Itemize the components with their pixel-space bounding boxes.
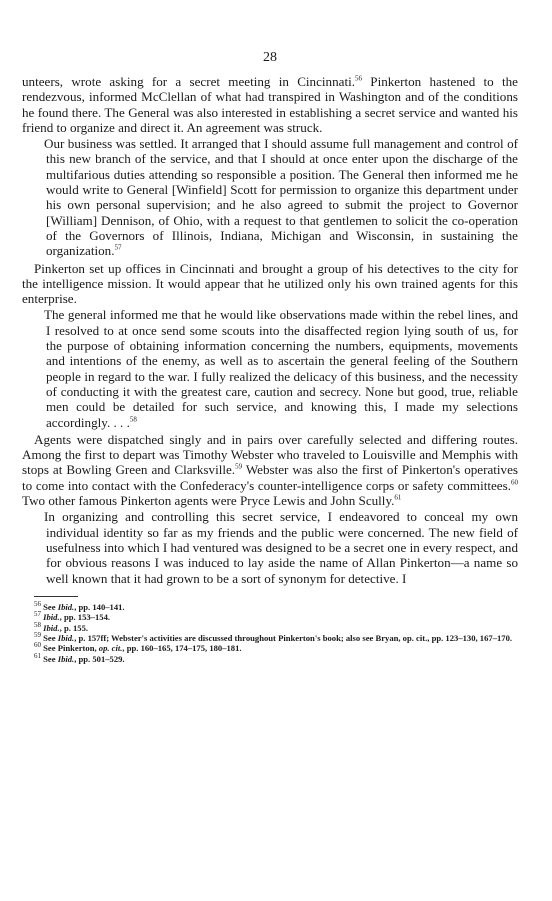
footnote-italic: op. cit. xyxy=(98,643,123,654)
footnote-italic: Ibid. xyxy=(57,633,75,644)
paragraph-text: Pinkerton set up offices in Cincinnati and brought a group of his detectives to the city for the intelligence mission. It would appear that he utilized only his own trained agents for this enterprise. xyxy=(22,260,518,307)
footnote-pre: See xyxy=(43,601,58,612)
footnote xyxy=(22,612,518,622)
block-quote-1 xyxy=(22,136,518,258)
footnote-post: , pp. 160–165, 174–175, 180–181. xyxy=(122,643,242,654)
block-quote-3 xyxy=(22,509,518,585)
document-page xyxy=(22,0,518,664)
footnote xyxy=(22,643,518,653)
footnote-number: 61 xyxy=(34,651,41,660)
footnote-number: 57 xyxy=(34,610,41,619)
footnote-post: , pp. 501–529. xyxy=(74,653,125,664)
footnote-italic: Ibid. xyxy=(57,601,75,612)
body-paragraph-2 xyxy=(22,261,518,307)
footnote-italic: Ibid. xyxy=(57,653,75,664)
footnotes xyxy=(22,599,518,664)
paragraph-text: Webster was also the first of Pinkerton's operatives to come into contact with the Confederacy's counter-intelligence corps or safety committees. xyxy=(22,462,519,493)
footnote-italic: Ibid. xyxy=(43,622,60,633)
footnote-ref: 61 xyxy=(394,493,402,502)
footnote-ref: 58 xyxy=(129,415,137,424)
paragraph-text: Agents were dispatched singly and in pairs over carefully selected and differing routes. Among the first to depart was Timothy Webster who traveled to Louisville and Memphis with stops at Bowling Green and Clarksville. xyxy=(22,431,518,478)
footnote-post: , p. 155. xyxy=(59,622,89,633)
body-paragraph-3 xyxy=(22,432,518,508)
footnote-pre: See Pinkerton, xyxy=(43,643,99,654)
footnote-number: 56 xyxy=(34,599,41,608)
quote-body: In organizing and controlling this secret service, I endeavored to conceal my own individual identity so far as my friends and the public were concerned. The new field of usefulness into which I had ventured was designed to be a secret one in every respect, and for obvious reasons I was induced to lay aside the name of Allan Pinkerton—a name so well known that it had grown to be a sort of synonym for detective. I xyxy=(44,509,518,586)
footnote-ref: 56 xyxy=(355,74,363,83)
footnote xyxy=(22,599,518,612)
footnote-ref: 57 xyxy=(114,243,122,252)
footnote-italic: Ibid. xyxy=(43,612,60,623)
quote-text xyxy=(46,307,518,429)
footnote-divider xyxy=(34,596,78,597)
quote-body: The general informed me that he would like observations made within the rebel lines, and I resolved to at once send some scouts into the disaffected region lying south of us, for the purpose of obtaining information concerning the numbers, equipments, movements and intentions of the enemy, as well as to ascertain the general feeling of the Southern people in regard to the war. I fully realized the delicacy of this business, and the necessity of conducting it with the greatest care, caution and secrecy. None but good, true, reliable men could be detailed for such service, and knowing this, I made my selections accordingly. . . . xyxy=(44,307,518,430)
footnote-post: , pp. 140–141. xyxy=(74,601,125,612)
footnote-ref: 60 xyxy=(511,478,518,487)
paragraph-text: Two other famous Pinkerton agents were Pryce Lewis and John Scully. xyxy=(22,493,395,509)
footnote-post: , pp. 153–154. xyxy=(59,612,111,623)
footnote xyxy=(22,633,518,643)
block-quote-2 xyxy=(22,307,518,429)
paragraph-text: unteers, wrote asking for a secret meeting in Cincinnati. xyxy=(22,74,356,89)
footnote xyxy=(22,651,518,664)
page-number: 28 xyxy=(263,50,277,65)
footnote-number: 58 xyxy=(34,620,41,629)
quote-body: Our business was settled. It arranged that I should assume full management and control of this new branch of the service, and that I should at once enter upon the discharge of the multifarious duties attending so responsible a position. The General then informed me he would write to General [Winfield] Scott for permission to organize this department under his own personal supervision; and he also agreed to submit the project to Governor [William] Dennison, of Ohio, with a request to that gentlemen to solicit the co-operation of the Governors of Illinois, Indiana, Michigan and Wisconsin, in sustaining the organization. xyxy=(44,136,518,259)
footnote-pre: See xyxy=(43,633,58,644)
quote-text xyxy=(46,509,518,585)
paragraph-text: Pinkerton hastened to the rendezvous, informed McClellan of what had transpired in Washington and of the conditions he found there. The General was also interested in establishing a secret service and wanted his friend to organize and direct it. An agreement was struck. xyxy=(22,74,518,135)
footnote-number: 59 xyxy=(34,631,41,640)
footnote-pre: See xyxy=(43,653,58,664)
footnote xyxy=(22,620,518,633)
footnote-number: 60 xyxy=(34,641,41,650)
body-paragraph-1 xyxy=(22,74,518,135)
footnote-ref: 59 xyxy=(235,463,243,472)
quote-text xyxy=(46,136,518,258)
footnote-post: , p. 157ff; Webster's activities are discussed throughout Pinkerton's book; also see Bryan, op. cit., pp. 123–130, 167–170. xyxy=(74,633,513,644)
